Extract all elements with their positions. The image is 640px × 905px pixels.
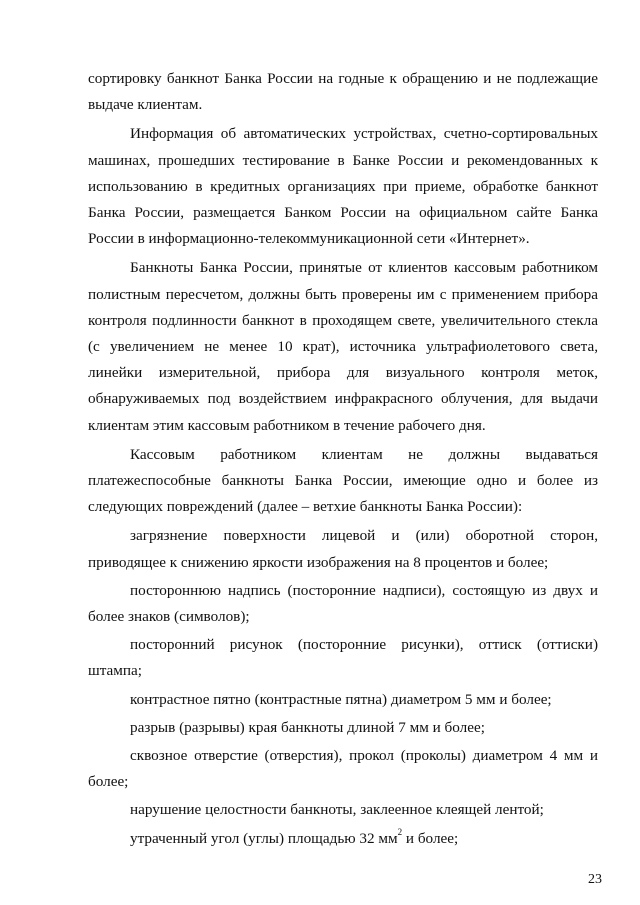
list-item: посторонний рисунок (посторонние рисунки), оттиск (оттиски) штампа;	[88, 636, 598, 680]
lost-corner-text: утраченный угол (углы) площадью 32 мм	[130, 829, 398, 847]
list-item-lost-corner	[88, 826, 598, 852]
paragraph: Банкноты Банка России, принятые от клиентов кассовым работником полистным пересчетом, должны быть проверены им с применением прибора контроля подлинности банкнот в проходящем свете, увеличительного стекла (с увеличением не менее 10 крат), источника ультрафиолетового света, линейки измерительной, прибора для визуального контроля меток, обнаруживаемых под воздействием инфракрасного облучения, для выдачи клиентам этим кассовым работником в течение рабочего дня.	[88, 259, 598, 434]
paragraph: Кассовым работником клиентам не должны выдаваться платежеспособные банкноты Банка России, имеющие одно и более из следующих повреждений (далее – ветхие банкноты Банка России):	[88, 445, 598, 516]
list-item: постороннюю надпись (посторонние надписи), состоящую из двух и более знаков (символов);	[88, 581, 598, 626]
list-item: сквозное отверстие (отверстия), прокол (проколы) диаметром 4 мм и более;	[88, 747, 598, 791]
lost-corner-text-end: и более;	[402, 829, 459, 847]
square-superscript: 2	[397, 826, 403, 837]
list-item: нарушение целостности банкноты, заклеенное клеящей лентой;	[130, 801, 544, 819]
page-number: 23	[588, 872, 602, 887]
list-item: контрастное пятно (контрастные пятна) диаметром 5 мм и более;	[130, 690, 552, 708]
paragraph: Информация об автоматических устройствах, счетно-сортировальных машинах, прошедших тестирование в Банке России и рекомендованных к использованию в кредитных организациях при приеме, обработке банкнот Банка России, размещается Банком России на официальном сайте Банка России в информационно-телекоммуникационной сети «Интернет».	[88, 125, 598, 248]
list-item: загрязнение поверхности лицевой и (или) оборотной сторон, приводящее к снижению яркости изображения на 8 процентов и более;	[88, 527, 598, 571]
paragraph: сортировку банкнот Банка России на годные к обращению и не подлежащие выдаче клиентам.	[88, 70, 598, 114]
list-item: разрыв (разрывы) края банкноты длиной 7 мм и более;	[130, 718, 485, 736]
document-body	[88, 66, 598, 854]
